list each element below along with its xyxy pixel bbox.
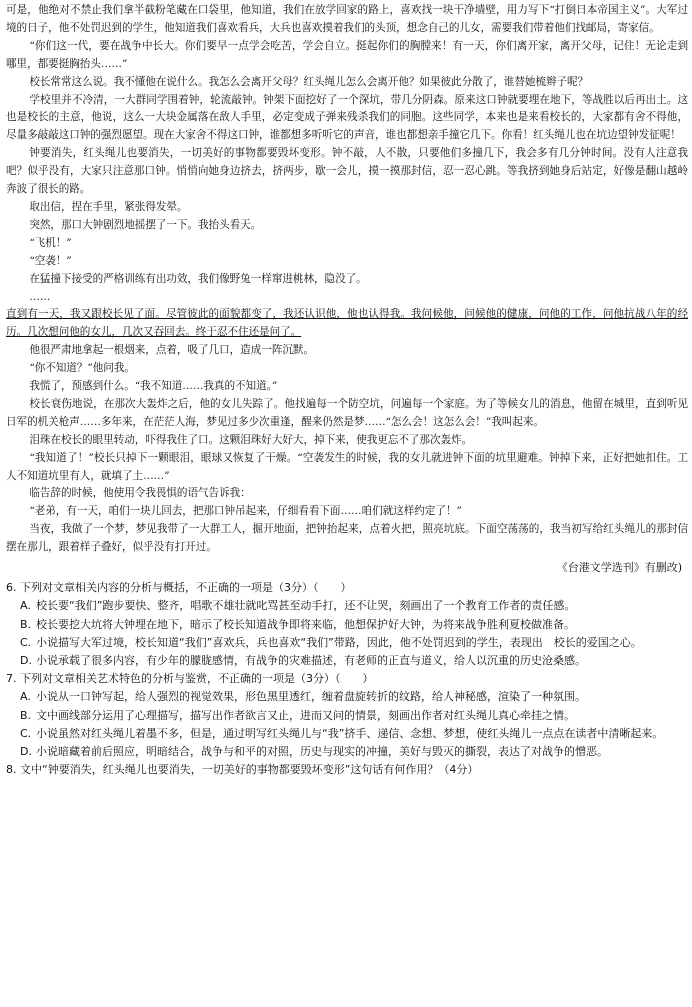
option-text: 小说描写大军过境，校长知道“我们”喜欢兵，兵也喜欢“我们”带路，因此，他不处罚迟到的学生，表现出 校长的爱国之心。 <box>36 635 642 649</box>
story-paragraph: “飞机！” <box>29 236 72 249</box>
question-7-option-c[interactable] <box>20 725 688 743</box>
option-label: A. <box>20 690 31 704</box>
story-paragraph: 校长衰伤地说，在那次大轰炸之后，他的女儿失踪了。他找遍每一个防空坑，问遍每一个家庭。为了等候女儿的消息，他留在城里，直到听见日军的机关枪声……多年来，在茫茫人海，梦见过多少次重逢，醒来仍然是梦……“怎么会！这怎么会！”我叫起来。 <box>6 397 688 428</box>
option-label: D. <box>20 653 32 667</box>
question-6-stem: 6. 下列对文章相关内容的分析与概括，不正确的一项是（3分）（ ） <box>6 581 352 595</box>
story-paragraph: “你们这一代，要在战争中长大。你们要早一点学会吃苦，学会自立。挺起你们的胸膛来！有一天，你们离开家，离开父母，记住！无论走到哪里，都要挺胸抬头……” <box>6 39 688 70</box>
story-paragraph: 突然，那口大钟剧烈地摇摆了一下。我抬头看天。 <box>29 218 262 231</box>
option-label: D. <box>20 744 32 758</box>
story-ellipsis: …… <box>29 290 51 303</box>
question-6-option-d[interactable] <box>20 652 688 670</box>
story-paragraph: 临告辞的时候，他使用令我畏惧的语气告诉我： <box>29 487 251 500</box>
question-7-option-a[interactable] <box>20 688 688 706</box>
question-6-option-c[interactable] <box>20 634 688 652</box>
story-paragraph: “你不知道？”他问我。 <box>29 362 135 375</box>
option-label: A. <box>20 599 31 613</box>
source-citation: 《台港文学选刊》有删改) <box>556 561 682 575</box>
option-label: B. <box>20 617 32 631</box>
story-paragraph: “老弟，有一天，咱们一块儿回去，把那口钟吊起来，仔细看看下面……咱们就这样约定了！” <box>29 505 462 518</box>
story-text <box>6 2 688 557</box>
story-paragraph: “空袭！” <box>29 254 72 267</box>
question-6-option-a[interactable] <box>20 597 688 615</box>
story-paragraph: 学校里并不冷清，一大群同学围着钟，轮流敲钟。钟架下面挖好了一个深坑，带几分阴森。原来这口钟就要埋在地下，等战胜以后再出土。这也是校长的主意，他说，这么一大块金属落在敌人手里，必定变成子弹来残杀我们的同胞。这些同学，本来也是来看校长的，大家都有舍不得他，尽量多敲敲这口钟的强烈愿望。现在大家舍不得这口钟，谁都想多听听它的声音，谁也都想亲手撞它几下。你看！红头绳儿也在坑边望钟发征呢！ <box>6 93 688 142</box>
option-text: 小说承载了很多内容，有少年的朦胧感情，有战争的灾难描述，有老师的正直与道义，给人以沉重的历史沧桑感。 <box>36 653 586 667</box>
story-paragraph: 我慌了，预感到什么。“我不知道……我真的不知道。” <box>29 380 278 393</box>
option-text: 小说虽然对红头绳儿着墨不多，但是，通过明写红头绳儿与“我”挤手、递信、念想、梦想，使红头绳儿一点点在读者中清晰起来。 <box>36 726 664 740</box>
story-paragraph: 当夜，我做了一个梦，梦见我带了一大群工人，掘开地面，把钟抬起来，点着火把，照亮坑底。下面空荡荡的，我当初写给红头绳儿的那封信摆在那儿，跟着样子叠好，似乎没有打开过。 <box>6 523 688 554</box>
option-label: C. <box>20 635 32 649</box>
underlined-passage: 直到有一天，我又跟校长见了面。尽管彼此的面貌都变了，我还认识他，他也认得我。我问候他，问候他的健康，问他的工作，问他抗战八年的经历。几次想问他的女儿，几次又吞回去。终于忍不住还是问了。 <box>6 308 688 339</box>
option-label: C. <box>20 726 32 740</box>
question-7-stem: 7. 下列对文章相关艺术特色的分析与鉴赏，不正确的一项是（3分）（ ） <box>6 672 374 686</box>
question-7-option-b[interactable] <box>20 707 688 725</box>
option-text: 文中画线部分运用了心理描写，描写出作者欲言又止，进而又问的情景，刻画出作者对红头绳儿真心牵挂之情。 <box>36 708 575 722</box>
story-paragraph: “我知道了！”校长只掉下一颗眼泪，眼球又恢复了干燥。“空袭发生的时候，我的女儿就进钟下面的坑里避难。钟掉下来，正好把她扣住。工人不知道坑里有人，就填了土……” <box>6 451 688 482</box>
option-text: 校长要“我们”跑步要快、整齐，唱歌不雄壮就叱骂甚至动手打，还不让哭，刻画出了一个教育工作者的责任感。 <box>36 599 576 613</box>
story-paragraph: 钟要消失，红头绳儿也要消失，一切美好的事物都要毁坏变形。钟不敲，人不散，只要他们多撞几下，我会多有几分钟时间。没有人注意我吧？似乎没有，大家只注意那口钟。悄悄向她身边挤去，挤两步，歇一会儿，摸一摸那封信，忍一忍心跳。等我挤到她身后站定，好像是翻山越岭奔波了很长的路。 <box>6 147 688 196</box>
question-7-option-d[interactable] <box>20 743 688 761</box>
option-text: 小说暗藏着前后照应，明暗结合，战争与和平的对照，历史与现实的冲撞，美好与毁灭的撕裂，表达了对战争的憎恶。 <box>36 744 608 758</box>
story-paragraph: 在猛撞下接受的严格训练有出功效，我们像野兔一样窜进桃林，隐没了。 <box>29 272 367 285</box>
questions-section <box>6 579 688 779</box>
story-paragraph: 取出信，捏在手里，紧张得发晕。 <box>29 200 188 213</box>
option-text: 校长要挖大坑将大钟埋在地下，暗示了校长知道战争即将来临，他想保护好大钟，为将来战争胜利夏校做准备。 <box>36 617 575 631</box>
exam-page <box>6 2 688 779</box>
option-label: B. <box>20 708 32 722</box>
question-8-stem: 8. 文中“钟要消失，红头绳儿也要消失，一切美好的事物都要毁坏变形”这句话有何作用？（4分） <box>6 763 479 777</box>
story-paragraph: 校长常常这么说。我不懂他在说什么。我怎么会离开父母？红头绳儿怎么会离开他？如果彼此分散了，谁替她梳辫子呢？ <box>29 75 589 88</box>
story-paragraph: 可是，他绝对不禁止我们拿半截粉笔藏在口袋里，他知道，我们在放学回家的路上，喜欢找一块干净墙壁，用力写下“打倒日本帝国主义”。大军过境的日子，他不处罚迟到的学生，他知道我们喜欢看兵，大兵也喜欢摸着我们的头顶，想念自己的儿女，需要我们带着他们找邮局，寄家信。 <box>6 4 688 34</box>
story-paragraph: 他很严肃地拿起一根烟来，点着，吸了几口，造成一阵沉默。 <box>29 344 314 357</box>
story-paragraph: 泪珠在校长的眼里转动，吓得我住了口。这颗泪珠好大好大，掉下来，使我更忘不了那次轰炸。 <box>29 433 473 446</box>
option-text: 小说从一口钟写起，给人强烈的视觉效果，形色黑里透红，缠着盘旋转折的纹路，给人神秘感，渲染了一种氛围。 <box>36 690 586 704</box>
question-6-option-b[interactable] <box>20 616 688 634</box>
